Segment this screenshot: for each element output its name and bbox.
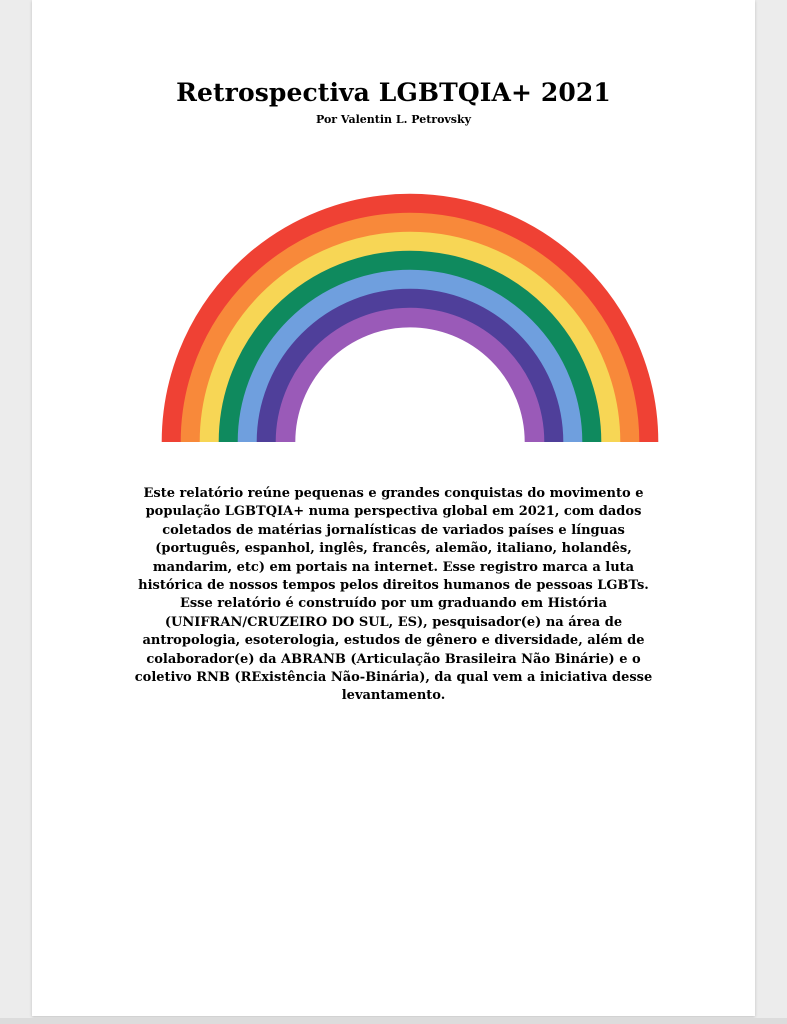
body-line: (português, espanhol, inglês, francês, alemão, italiano, holandês, bbox=[155, 541, 632, 557]
body-line: Esse relatório é construído por um graduando em História bbox=[179, 596, 608, 612]
body-line: colaborador(e) da ABRANB (Articulação Brasileira Não Binárie) e o bbox=[146, 651, 641, 667]
body-line: (UNIFRAN/CRUZEIRO DO SUL, ES), pesquisador(e) na área de bbox=[164, 614, 623, 630]
rainbow-illustration bbox=[158, 180, 662, 446]
body-line: Este relatório reúne pequenas e grandes conquistas do movimento e bbox=[143, 486, 644, 501]
document-title: Retrospectiva LGBTQIA+ 2021 bbox=[176, 78, 611, 107]
viewer-bottom-edge bbox=[0, 1018, 787, 1024]
body-line: levantamento. bbox=[341, 688, 446, 704]
body-line: histórica de nossos tempos pelos direitos humanos de pessoas LGBTs. bbox=[138, 578, 649, 594]
body-line: população LGBTQIA+ numa perspectiva global em 2021, com dados bbox=[145, 504, 642, 520]
body-line: coletados de matérias jornalísticas de variados países e línguas bbox=[162, 522, 625, 538]
document-page bbox=[32, 0, 755, 1016]
body-line: coletivo RNB (RExistência Não-Binária), da qual vem a iniciativa desse bbox=[134, 670, 653, 686]
document-byline: Por Valentin L. Petrovsky bbox=[315, 113, 472, 126]
body-line: antropologia, esoterologia, estudos de gênero e diversidade, além de bbox=[142, 633, 645, 649]
body-line: mandarim, etc) em portais na internet. Esse registro marca a luta bbox=[152, 559, 635, 575]
document-body bbox=[132, 485, 655, 706]
